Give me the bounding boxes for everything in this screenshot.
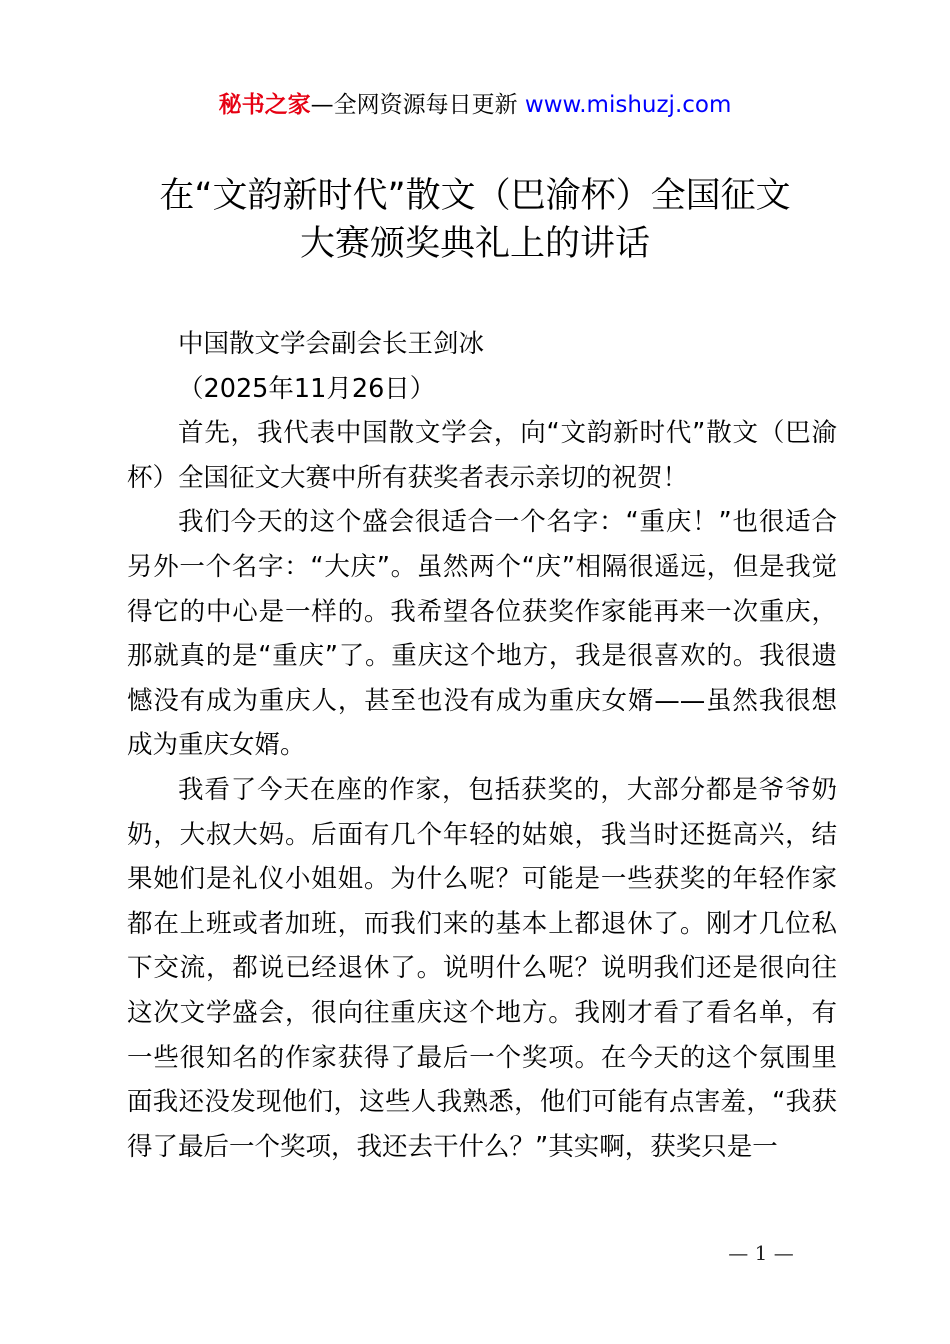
paragraph: 首先，我代表中国散文学会，向“文韵新时代”散文（巴渝杯）全国征文大赛中所有获奖者表示亲切的祝贺！ <box>127 418 837 493</box>
site-url-link[interactable]: www.mishuzj.com <box>524 92 732 118</box>
site-header <box>0 88 950 122</box>
paragraph: 我们今天的这个盛会很适合一个名字：“重庆！”也很适合另外一个名字：“大庆”。虽然两个“庆”相隔很遥远，但是我觉得它的中心是一样的。我希望各位获奖作家能再来一次重庆，那就真的是“重庆”了。重庆这个地方，我是很喜欢的。我很遗憾没有成为重庆人，甚至也没有成为重庆女婿——虽然我很想成为重庆女婿。 <box>127 507 837 761</box>
site-slogan: —全网资源每日更新 <box>310 92 518 118</box>
title-line-1: 在“文韵新时代”散文（巴渝杯）全国征文 <box>159 176 791 216</box>
date-line: （2025年11月26日） <box>178 373 436 404</box>
title-line-2: 大赛颁奖典礼上的讲话 <box>299 224 650 264</box>
paragraph: 我看了今天在座的作家，包括获奖的，大部分都是爷爷奶奶，大叔大妈。后面有几个年轻的姑娘，我当时还挺高兴，结果她们是礼仪小姐姐。为什么呢？可能是一些获奖的年轻作家都在上班或者加班，而我们来的基本上都退休了。刚才几位私下交流，都说已经退休了。说明什么呢？说明我们还是很向往这次文学盛会，很向往重庆这个地方。我刚才看了看名单，有一些很知名的作家获得了最后一个奖项。在今天的这个氛围里面我还没发现他们，这些人我熟悉，他们可能有点害羞，“我获得了最后一个奖项，我还去干什么？”其实啊，获奖只是一 <box>127 774 837 1162</box>
document-body <box>127 322 837 1169</box>
speaker-line: 中国散文学会副会长王剑冰 <box>178 329 485 359</box>
document-title <box>80 172 870 268</box>
site-brand: 秘书之家 <box>218 92 311 118</box>
page-number: — 1 — <box>728 1241 794 1265</box>
